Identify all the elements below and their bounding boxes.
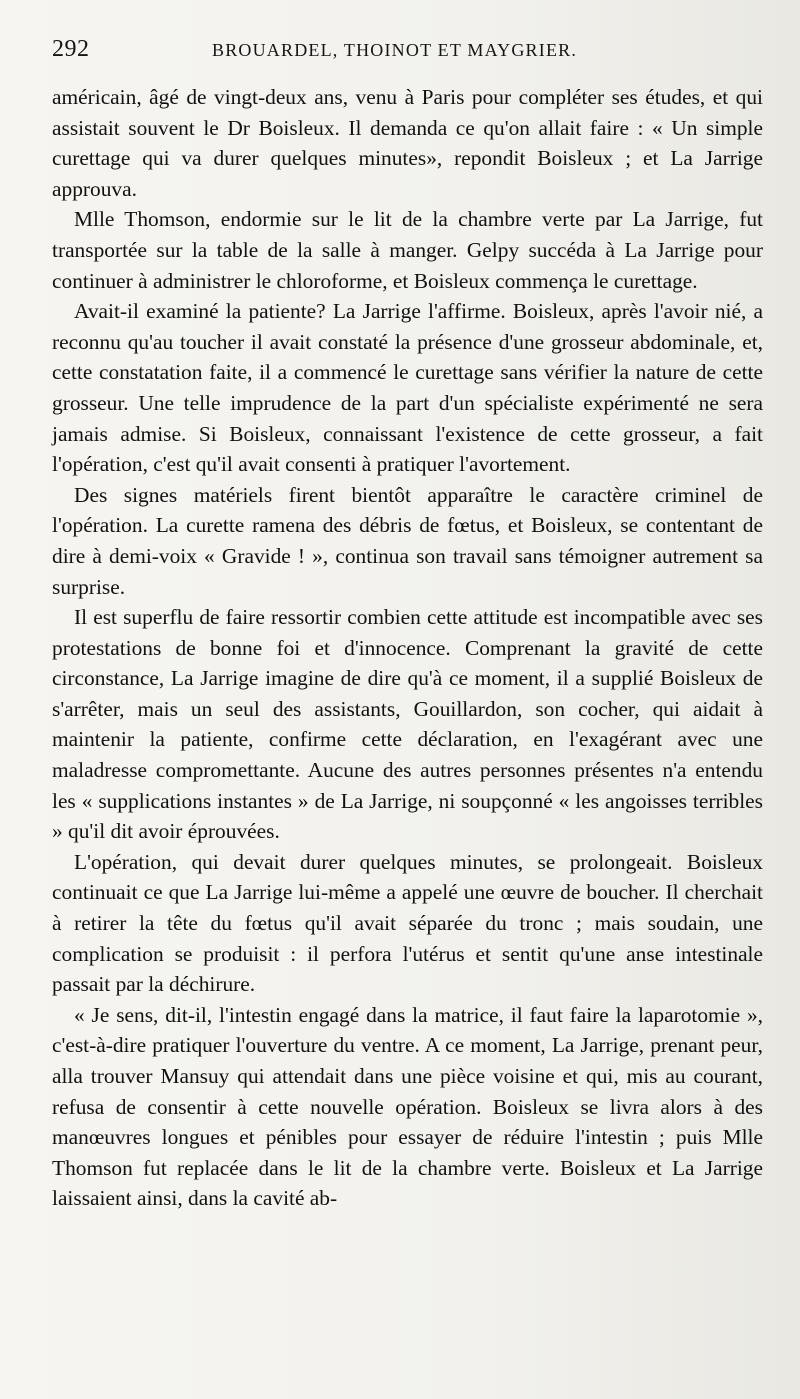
paragraph-6: L'opération, qui devait durer quelques minutes, se prolongeait. Boisleux continuait ce que La Jarrige lui-même a appelé une œuvre de boucher. Il cherchait à retirer la tête du fœtus qu'il avait séparée du tronc ; mais soudain, une complication se produisit : il perfora l'utérus et sentit qu'une anse intestinale passait par la déchirure. — [52, 849, 763, 997]
running-head: BROUARDEL, THOINOT ET MAYGRIER. — [212, 40, 578, 60]
paragraph-7: « Je sens, dit-il, l'intestin engagé dans la matrice, il faut faire la laparotomie », c'est-à-dire pratiquer l'ouverture du ventre. A ce moment, La Jarrige, prenant peur, alla trouver Mansuy qui attendait dans une pièce voisine et qui, mis au courant, refusa de consentir à cette nouvelle opération. Boisleux se livra alors à des manœuvres longues et pénibles pour essayer de réduire l'intestin ; puis Mlle Thomson fut replacée dans le lit de la chambre verte. Boisleux et La Jarrige laissaient ainsi, dans la cavité ab- — [52, 1002, 763, 1211]
paragraph-3: Avait-il examiné la patiente? La Jarrige l'affirme. Boisleux, après l'avoir nié, a reconnu qu'au toucher il avait constaté la présence d'une grosseur abdominale, et, cette constatation faite, il a commencé le curettage sans vérifier la nature de cette grosseur. Une telle imprudence de la part d'un spécialiste expérimenté ne sera jamais admise. Si Boisleux, connaissant l'existence de cette grosseur, a fait l'opération, c'est qu'il avait consenti à pratiquer l'avortement. — [52, 299, 763, 477]
body-text — [52, 82, 763, 1214]
paragraph-1: américain, âgé de vingt-deux ans, venu à Paris pour compléter ses études, et qui assistait souvent le Dr Boisleux. Il demanda ce qu'on allait faire : « Un simple curettage qui va durer quelques minutes», repondit Boisleux ; et La Jarrige approuva. — [52, 85, 763, 201]
paragraph-5: Il est superflu de faire ressortir combien cette attitude est incompatible avec ses protestations de bonne foi et d'innocence. Comprenant la gravité de cette circonstance, La Jarrige imagine de dire qu'à ce moment, il a supplié Boisleux de s'arrêter, mais un seul des assistants, Gouillardon, son cocher, qui aidait à maintenir la patiente, confirme cette déclaration, en l'exagérant avec une maladresse compromettante. Aucune des autres personnes présentes n'a entendu les « supplications instantes » de La Jarrige, ni soupçonné « les angoisses terribles » qu'il dit avoir éprouvées. — [52, 605, 763, 844]
paragraph-2: Mlle Thomson, endormie sur le lit de la chambre verte par La Jarrige, fut transportée sur la table de la salle à manger. Gelpy succéda à La Jarrige pour continuer à administrer le chloroforme, et Boisleux commença le curettage. — [52, 207, 763, 293]
page-number: 292 — [52, 36, 90, 62]
page-header — [52, 36, 764, 70]
paragraph-4: Des signes matériels firent bientôt apparaître le caractère criminel de l'opération. La curette ramena des débris de fœtus, et Boisleux, se contentant de dire à demi-voix « Gravide ! », continua son travail sans témoigner autrement sa surprise. — [52, 482, 763, 599]
